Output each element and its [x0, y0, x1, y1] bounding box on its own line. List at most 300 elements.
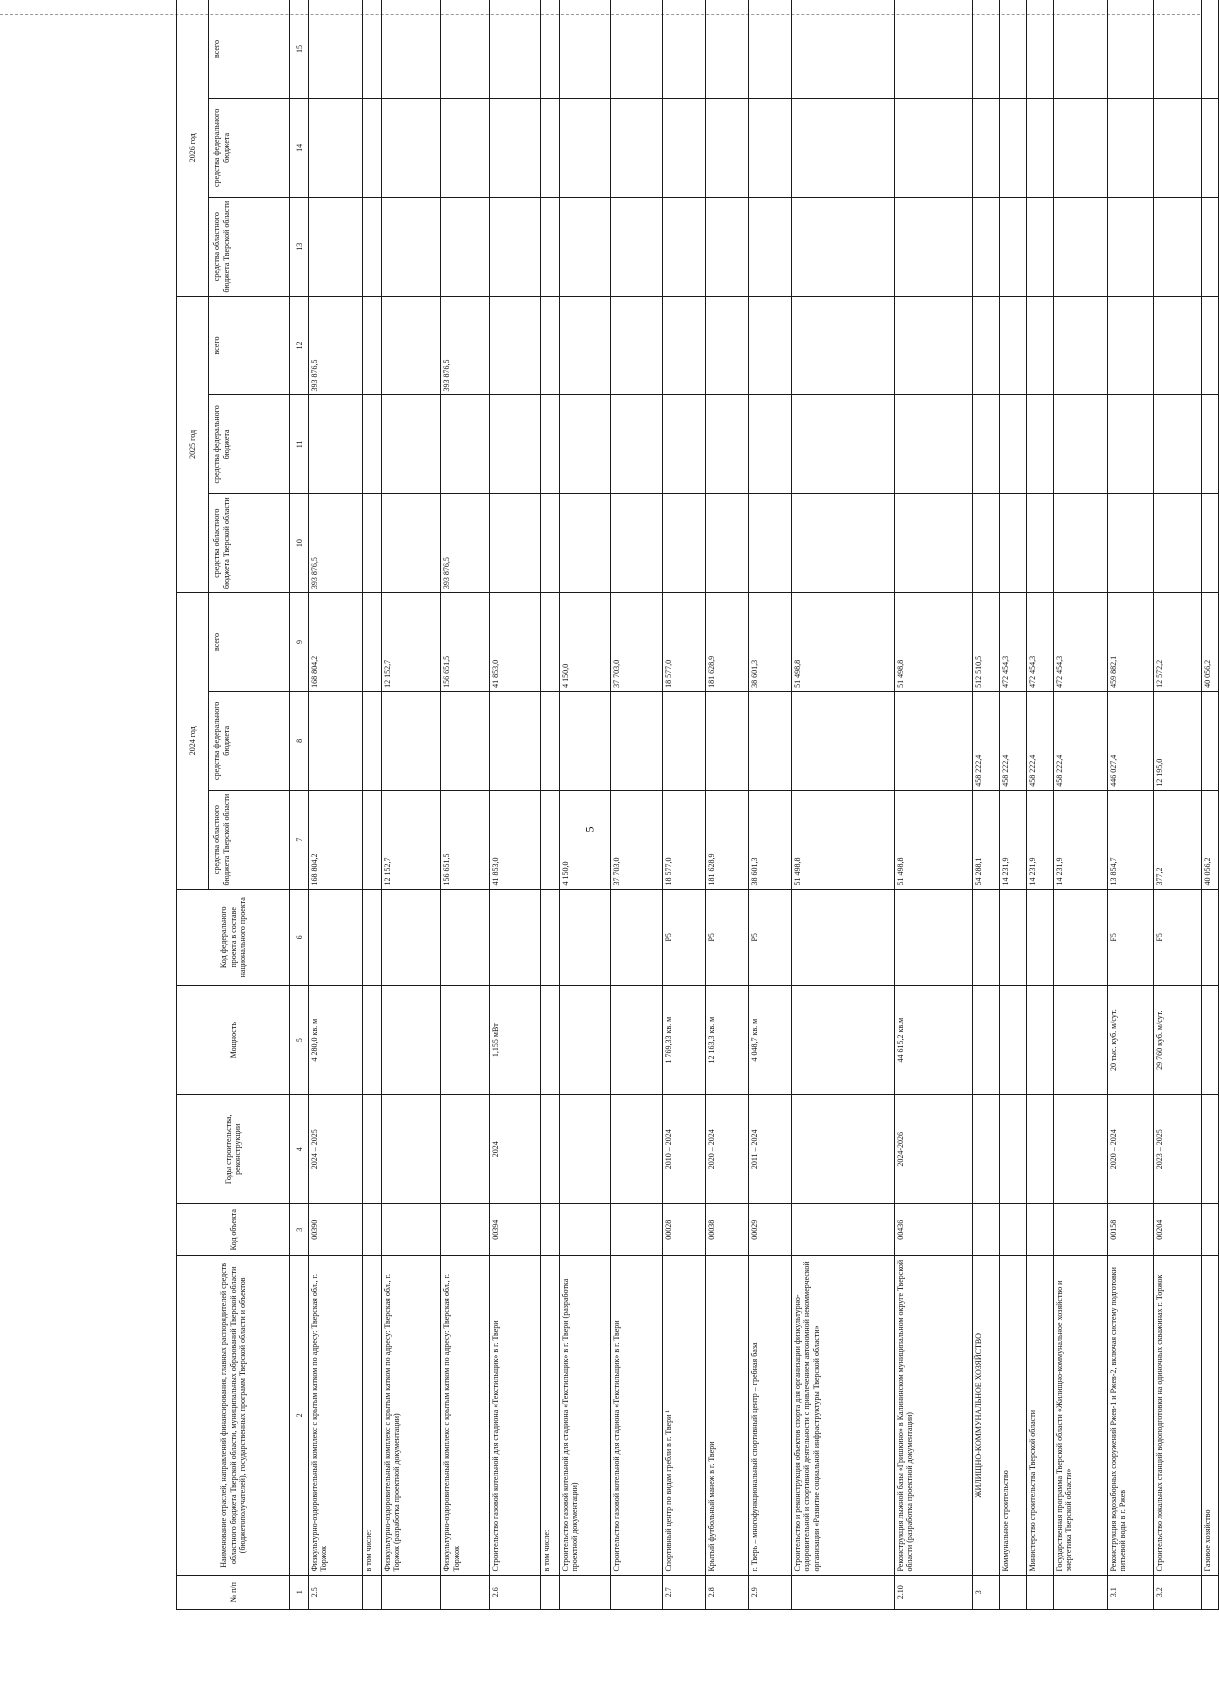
header-2024-federal: средства федерального бюджета [209, 691, 290, 790]
row-2024-federal [309, 691, 363, 790]
row-2024-federal [441, 691, 490, 790]
row-2026-regional [894, 197, 972, 296]
col-number: 15 [290, 0, 309, 98]
row-2026-regional [309, 197, 363, 296]
row-2024-regional: 51 498,8 [792, 790, 895, 889]
row-2026-federal [1000, 98, 1027, 197]
column-numbers-row [290, 0, 309, 1610]
row-2025-total [894, 296, 972, 395]
row-number [441, 1575, 490, 1609]
row-2024-total: 181 628,9 [705, 593, 748, 692]
row-object-code [541, 1204, 560, 1256]
row-2024-federal [363, 691, 382, 790]
header-2024-regional: средства областного бюджета Тверской области [209, 790, 290, 889]
row-2026-total [309, 0, 363, 98]
row-2024-total: 168 804,2 [309, 593, 363, 692]
row-object-code: 00038 [705, 1204, 748, 1256]
row-2025-regional [705, 494, 748, 593]
row-2025-federal [1027, 395, 1054, 494]
col-number: 4 [290, 1095, 309, 1204]
row-2025-total [1053, 296, 1107, 395]
rotated-table-container [176, 0, 1219, 1610]
row-2024-federal: 12 195,0 [1153, 691, 1202, 790]
col-number: 10 [290, 494, 309, 593]
row-2026-federal [1053, 98, 1107, 197]
row-2024-federal: 458 222,4 [1053, 691, 1107, 790]
row-2024-regional: 14 231,9 [1053, 790, 1107, 889]
row-years: 2024 [490, 1095, 541, 1204]
row-2025-total [792, 296, 895, 395]
row-2025-total: 393 876,5 [441, 296, 490, 395]
header-row-top [177, 0, 209, 1610]
row-2025-total [1000, 296, 1027, 395]
row-federal-code: P5 [705, 889, 748, 986]
row-2025-regional: 393 876,5 [309, 494, 363, 593]
row-2026-total [792, 0, 895, 98]
table-row [894, 0, 972, 1610]
col-number: 12 [290, 296, 309, 395]
row-2025-total [1027, 296, 1054, 395]
row-capacity [611, 986, 662, 1095]
row-2024-total: 12 152,7 [382, 593, 441, 692]
row-2026-total [1107, 0, 1153, 98]
col-number: 2 [290, 1256, 309, 1575]
table-row [363, 0, 382, 1610]
row-number [1053, 1575, 1107, 1609]
row-years: 2024 – 2025 [309, 1095, 363, 1204]
row-2025-total [490, 296, 541, 395]
table-row [792, 0, 895, 1610]
row-2024-federal [611, 691, 662, 790]
row-2025-total [662, 296, 705, 395]
header-2024-total: всего [209, 593, 290, 692]
row-capacity: 12 163,3 кв. м [705, 986, 748, 1095]
header-2026-total: всего [209, 0, 290, 98]
row-2024-total [541, 593, 560, 692]
row-2025-federal [1153, 395, 1202, 494]
row-2025-federal [792, 395, 895, 494]
row-2025-federal [973, 395, 1000, 494]
row-2026-federal [749, 98, 792, 197]
row-2024-total: 512 510,5 [973, 593, 1000, 692]
row-number: 2.10 [894, 1575, 972, 1609]
row-2024-regional: 18 577,0 [662, 790, 705, 889]
row-name: Строительство газовой котельной для стадиона «Текстильщик» в г. Твери (разработка проектной документации) [560, 1256, 611, 1575]
row-2026-regional [662, 197, 705, 296]
row-2026-federal [490, 98, 541, 197]
row-capacity [560, 986, 611, 1095]
header-federal-project-code: Код федерального проекта в составе национального проекта [177, 889, 290, 986]
row-years [1000, 1095, 1027, 1204]
table-row [973, 0, 1000, 1610]
col-number: 6 [290, 889, 309, 986]
row-2025-federal [309, 395, 363, 494]
row-capacity: 1 769,33 кв. м [662, 986, 705, 1095]
header-2025-federal: средства федерального бюджета [209, 395, 290, 494]
row-name: Физкультурно-оздоровительный комплекс с крытым катком по адресу: Тверская обл., г. Торжок [441, 1256, 490, 1575]
row-2025-regional [1107, 494, 1153, 593]
row-2026-total [1000, 0, 1027, 98]
row-2024-regional: 156 651,5 [441, 790, 490, 889]
row-2025-regional [363, 494, 382, 593]
row-name: г. Тверь – многофункциональный спортивный центр – гребная база [749, 1256, 792, 1575]
row-years: 2023 – 2025 [1153, 1095, 1202, 1204]
row-2026-total [973, 0, 1000, 98]
header-year-2025: 2025 год [177, 296, 209, 592]
row-2025-total [1202, 296, 1219, 395]
col-number: 13 [290, 197, 309, 296]
row-years [541, 1095, 560, 1204]
row-2024-federal: 458 222,4 [1027, 691, 1054, 790]
row-number [611, 1575, 662, 1609]
row-2024-regional [363, 790, 382, 889]
row-object-code [792, 1204, 895, 1256]
row-name: Спортивный центр по видам гребли в г. Твери ¹ [662, 1256, 705, 1575]
table-row [611, 0, 662, 1610]
row-2025-federal [541, 395, 560, 494]
row-2024-federal [662, 691, 705, 790]
row-capacity: 20 тыс. куб. м/сут. [1107, 986, 1153, 1095]
header-2026-federal: средства федерального бюджета [209, 98, 290, 197]
row-capacity [382, 986, 441, 1095]
table-row [1153, 0, 1202, 1610]
row-2026-federal [1202, 98, 1219, 197]
header-capacity: Мощность [177, 986, 290, 1095]
row-number [541, 1575, 560, 1609]
row-2024-total [363, 593, 382, 692]
row-2025-regional [611, 494, 662, 593]
row-2026-regional [1053, 197, 1107, 296]
row-2026-total [611, 0, 662, 98]
row-2026-total [662, 0, 705, 98]
row-2024-total: 38 601,3 [749, 593, 792, 692]
row-2026-federal [705, 98, 748, 197]
row-federal-code [382, 889, 441, 986]
row-capacity: 1,155 мВт [490, 986, 541, 1095]
row-2026-federal [441, 98, 490, 197]
row-federal-code [1202, 889, 1219, 986]
row-2025-federal [1053, 395, 1107, 494]
row-2026-total [1027, 0, 1054, 98]
row-2026-regional [382, 197, 441, 296]
row-2025-regional [1153, 494, 1202, 593]
row-2025-regional [894, 494, 972, 593]
row-name: Крытый футбольный манеж в г. Твери [705, 1256, 748, 1575]
header-2026-regional: средства областного бюджета Тверской области [209, 197, 290, 296]
row-2026-federal [973, 98, 1000, 197]
row-number [1000, 1575, 1027, 1609]
row-federal-code [611, 889, 662, 986]
row-2026-regional [441, 197, 490, 296]
row-2026-regional [1153, 197, 1202, 296]
row-number: 2.6 [490, 1575, 541, 1609]
row-number: 3 [973, 1575, 1000, 1609]
row-2026-regional [1202, 197, 1219, 296]
row-capacity [1000, 986, 1027, 1095]
row-2024-federal [792, 691, 895, 790]
row-federal-code [363, 889, 382, 986]
row-years: 2011 – 2024 [749, 1095, 792, 1204]
row-2025-regional [1053, 494, 1107, 593]
row-2024-federal [560, 691, 611, 790]
row-2024-total: 4 150,0 [560, 593, 611, 692]
header-year-2026: 2026 год [177, 0, 209, 296]
table-row [662, 0, 705, 1610]
row-capacity [1027, 986, 1054, 1095]
row-capacity: 4 280,0 кв. м [309, 986, 363, 1095]
row-name: Коммунальное строительство [1000, 1256, 1027, 1575]
row-2024-regional: 51 498,8 [894, 790, 972, 889]
header-name: Наименование отраслей, направлений финансирования, главных распорядителей средств областного бюджета Тверской области, муниципальных образований Тверской области (бюджетополучателей), государственных программ Тверской области и объектов [177, 1256, 290, 1575]
row-2026-total [1153, 0, 1202, 98]
row-2024-total: 41 853,0 [490, 593, 541, 692]
table-row [1053, 0, 1107, 1610]
row-object-code: 00158 [1107, 1204, 1153, 1256]
row-years [1027, 1095, 1054, 1204]
page-number: 5 [582, 826, 597, 833]
row-2025-federal [441, 395, 490, 494]
row-2024-federal [705, 691, 748, 790]
row-name: Государственная программа Тверской области «Жилищно-коммунальное хозяйство и энергетика Тверской области» [1053, 1256, 1107, 1575]
row-2025-total: 393 876,5 [309, 296, 363, 395]
row-number: 2.8 [705, 1575, 748, 1609]
row-capacity: 44 615,2 кв.м [894, 986, 972, 1095]
row-years [441, 1095, 490, 1204]
row-federal-code [1053, 889, 1107, 986]
row-federal-code [309, 889, 363, 986]
row-number: 2.7 [662, 1575, 705, 1609]
row-name: Строительство и реконструкция объектов спорта для организации физкультурно-оздоровительной и спортивной деятельности с привлечением автономной некоммерческой организации «Развитие социальной инфраструктуры Тверской области» [792, 1256, 895, 1575]
row-object-code: 00028 [662, 1204, 705, 1256]
row-name: Физкультурно-оздоровительный комплекс с крытым катком по адресу: Тверская обл., г. Торжок (разработка проектной документации) [382, 1256, 441, 1575]
row-federal-code [541, 889, 560, 986]
row-2026-federal [611, 98, 662, 197]
row-name: Физкультурно-оздоровительный комплекс с крытым катком по адресу: Тверская обл., г. Торжок [309, 1256, 363, 1575]
row-number [1202, 1575, 1219, 1609]
table-row [705, 0, 748, 1610]
row-federal-code [490, 889, 541, 986]
row-2025-regional [973, 494, 1000, 593]
row-2025-regional [792, 494, 895, 593]
row-federal-code [441, 889, 490, 986]
row-2026-regional [611, 197, 662, 296]
row-2024-federal [490, 691, 541, 790]
row-years [973, 1095, 1000, 1204]
row-2024-federal [382, 691, 441, 790]
row-2024-total: 18 577,0 [662, 593, 705, 692]
row-object-code [1000, 1204, 1027, 1256]
row-2026-federal [792, 98, 895, 197]
row-2025-regional [490, 494, 541, 593]
row-2024-regional [541, 790, 560, 889]
row-2026-total [541, 0, 560, 98]
row-capacity: 29 760 куб. м/сут. [1153, 986, 1202, 1095]
row-capacity [1053, 986, 1107, 1095]
row-2026-total [441, 0, 490, 98]
row-2026-total [705, 0, 748, 98]
row-2026-regional [490, 197, 541, 296]
row-object-code [1027, 1204, 1054, 1256]
row-2026-federal [1107, 98, 1153, 197]
row-2026-federal [662, 98, 705, 197]
row-object-code [973, 1204, 1000, 1256]
row-object-code: 00436 [894, 1204, 972, 1256]
header-object-code: Код объекта [177, 1204, 290, 1256]
row-2025-federal [749, 395, 792, 494]
row-2024-regional: 54 288,1 [973, 790, 1000, 889]
row-2026-regional [1027, 197, 1054, 296]
table-row [749, 0, 792, 1610]
row-capacity [1202, 986, 1219, 1095]
row-2024-federal [1202, 691, 1219, 790]
row-2026-federal [541, 98, 560, 197]
col-number: 8 [290, 691, 309, 790]
row-2024-regional: 12 152,7 [382, 790, 441, 889]
table-row [309, 0, 363, 1610]
row-years [1202, 1095, 1219, 1204]
row-2024-total: 51 498,8 [894, 593, 972, 692]
row-2026-regional [541, 197, 560, 296]
row-number [560, 1575, 611, 1609]
row-2025-federal [662, 395, 705, 494]
row-2025-total [541, 296, 560, 395]
row-2025-total [363, 296, 382, 395]
row-2024-total: 51 498,8 [792, 593, 895, 692]
row-capacity [363, 986, 382, 1095]
header-2025-total: всего [209, 296, 290, 395]
row-2026-federal [894, 98, 972, 197]
row-capacity [792, 986, 895, 1095]
row-years [560, 1095, 611, 1204]
row-object-code [382, 1204, 441, 1256]
row-2026-total [894, 0, 972, 98]
row-2025-federal [1107, 395, 1153, 494]
row-object-code [441, 1204, 490, 1256]
row-2024-federal: 458 222,4 [1000, 691, 1027, 790]
row-2026-federal [382, 98, 441, 197]
row-number: 3.1 [1107, 1575, 1153, 1609]
row-2025-total [705, 296, 748, 395]
row-2025-regional [1000, 494, 1027, 593]
row-2026-federal [560, 98, 611, 197]
row-2024-total: 472 454,3 [1053, 593, 1107, 692]
row-object-code [1053, 1204, 1107, 1256]
budget-table [176, 0, 1219, 1610]
row-name: Реконструкция водозаборных сооружений Ржев-1 и Ржев-2, включая систему подготовки питьевой воды в г. Ржев [1107, 1256, 1153, 1575]
row-name: Министерство строительства Тверской области [1027, 1256, 1054, 1575]
table-row [541, 0, 560, 1610]
row-2025-federal [382, 395, 441, 494]
row-years: 2024-2026 [894, 1095, 972, 1204]
row-name: ЖИЛИЩНО-КОММУНАЛЬНОЕ ХОЗЯЙСТВО [973, 1256, 1000, 1575]
row-name: Строительство газовой котельной для стадиона «Текстильщик» в г. Твери [611, 1256, 662, 1575]
row-2026-regional [363, 197, 382, 296]
row-object-code: 00390 [309, 1204, 363, 1256]
row-2026-regional [792, 197, 895, 296]
row-2025-federal [560, 395, 611, 494]
row-2025-regional [749, 494, 792, 593]
row-2026-federal [363, 98, 382, 197]
row-2026-federal [1153, 98, 1202, 197]
row-federal-code: F5 [1153, 889, 1202, 986]
row-2026-federal [1027, 98, 1054, 197]
row-years: 2020 – 2024 [1107, 1095, 1153, 1204]
row-2025-regional [560, 494, 611, 593]
row-2024-regional: 377,2 [1153, 790, 1202, 889]
row-object-code [611, 1204, 662, 1256]
row-2024-federal [894, 691, 972, 790]
row-federal-code [560, 889, 611, 986]
row-federal-code [1000, 889, 1027, 986]
row-2026-regional [1107, 197, 1153, 296]
row-number [792, 1575, 895, 1609]
col-number: 3 [290, 1204, 309, 1256]
row-2026-total [490, 0, 541, 98]
row-federal-code: P5 [749, 889, 792, 986]
col-number: 11 [290, 395, 309, 494]
row-2025-regional [1027, 494, 1054, 593]
row-2025-regional [1202, 494, 1219, 593]
row-2024-total: 472 454,3 [1000, 593, 1027, 692]
row-number: 3.2 [1153, 1575, 1202, 1609]
row-object-code [363, 1204, 382, 1256]
row-federal-code [1027, 889, 1054, 986]
row-2024-federal [749, 691, 792, 790]
header-year-2024: 2024 год [177, 593, 209, 889]
table-row [1000, 0, 1027, 1610]
row-2025-total [749, 296, 792, 395]
row-2025-total [611, 296, 662, 395]
row-capacity: 4 048,7 кв. м [749, 986, 792, 1095]
row-name: Строительство локальных станций водоподготовки на одиночных скважинах г. Торжок [1153, 1256, 1202, 1575]
row-2025-federal [490, 395, 541, 494]
row-2024-regional: 14 231,9 [1027, 790, 1054, 889]
row-2026-total [749, 0, 792, 98]
row-2024-total: 472 454,3 [1027, 593, 1054, 692]
row-name: в том числе: [363, 1256, 382, 1575]
row-federal-code [973, 889, 1000, 986]
row-2024-regional: 4 150,0 [560, 790, 611, 889]
row-2024-total: 12 572,2 [1153, 593, 1202, 692]
row-2025-federal [1202, 395, 1219, 494]
table-row [560, 0, 611, 1610]
table-row [1027, 0, 1054, 1610]
row-years [792, 1095, 895, 1204]
row-2024-total: 156 651,5 [441, 593, 490, 692]
row-2025-total [1107, 296, 1153, 395]
row-2026-regional [705, 197, 748, 296]
row-capacity [973, 986, 1000, 1095]
row-2024-total: 40 056,2 [1202, 593, 1219, 692]
row-2024-federal [541, 691, 560, 790]
row-years: 2020 – 2024 [705, 1095, 748, 1204]
table-row [490, 0, 541, 1610]
header-num: № п/п [177, 1575, 290, 1609]
row-federal-code: F5 [1107, 889, 1153, 986]
row-2026-total [560, 0, 611, 98]
row-federal-code [894, 889, 972, 986]
row-2025-federal [611, 395, 662, 494]
row-years: 2010 – 2024 [662, 1095, 705, 1204]
row-2025-total [560, 296, 611, 395]
row-number [1027, 1575, 1054, 1609]
row-2024-federal: 458 222,4 [973, 691, 1000, 790]
row-capacity [441, 986, 490, 1095]
row-2024-regional: 181 628,9 [705, 790, 748, 889]
row-2025-federal [705, 395, 748, 494]
row-capacity [541, 986, 560, 1095]
row-2025-regional [662, 494, 705, 593]
